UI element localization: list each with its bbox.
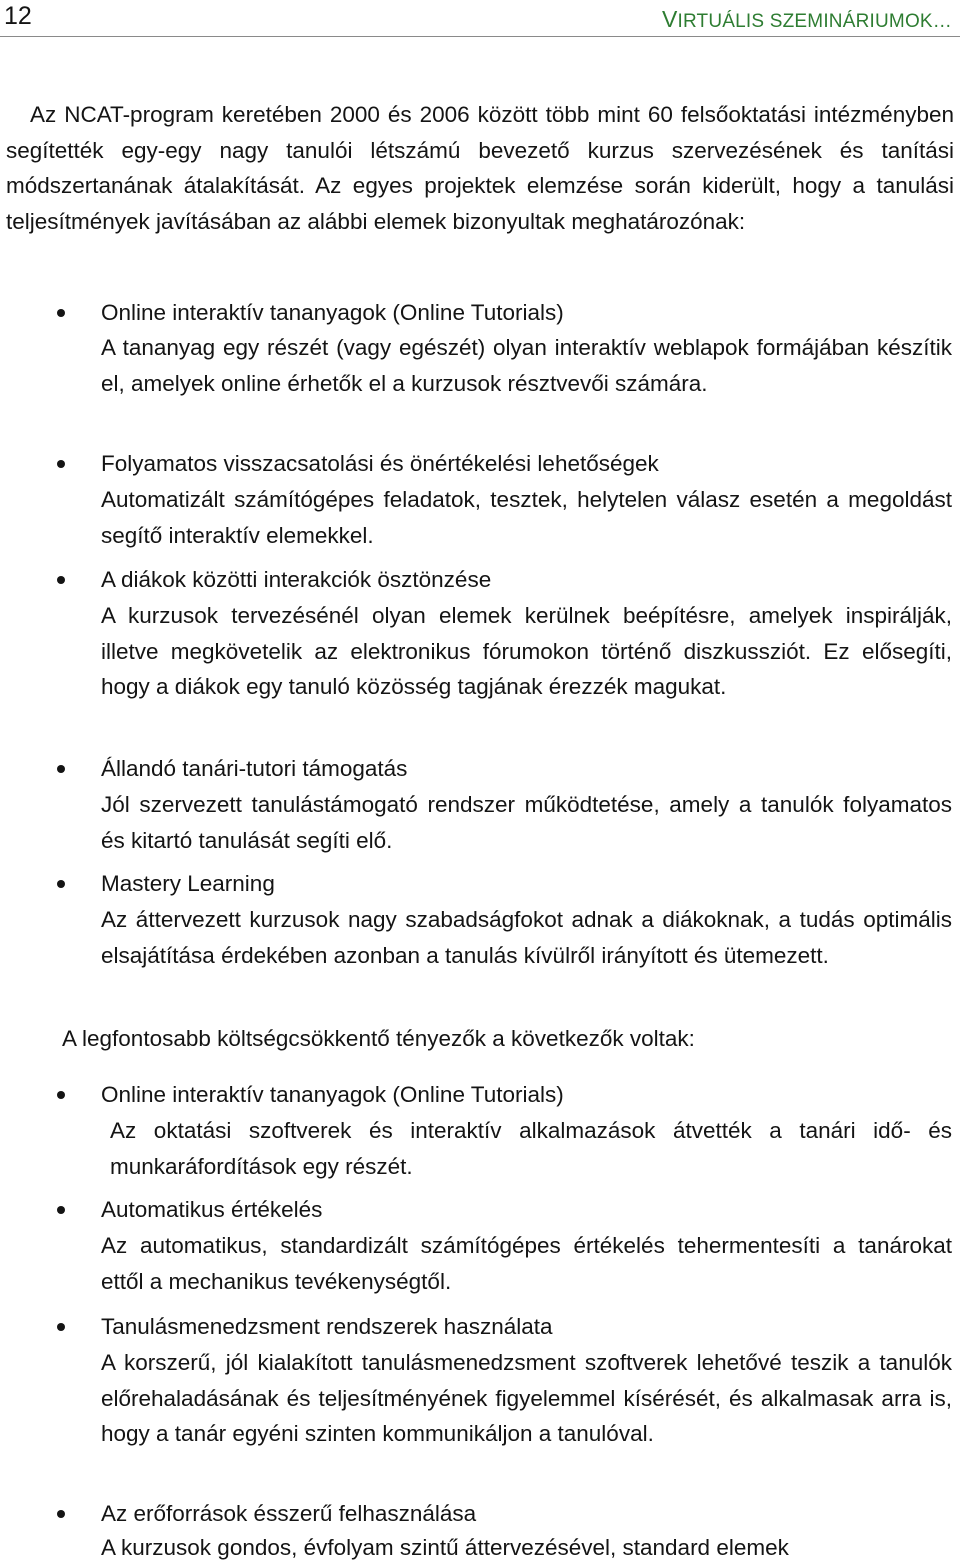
running-title-rest: IRTUÁLIS SZEMINÁRIUMOK… [677,11,952,32]
bullet-icon [57,880,65,888]
running-title-initial: V [661,6,678,32]
section-intro: A legfontosabb költségcsökkentő tényezők a következők voltak: [62,1026,695,1051]
list-item-title: Az erőforrások ésszerű felhasználása [101,1501,477,1526]
intro-paragraph: Az NCAT-program keretében 2000 és 2006 között több mint 60 felsőoktatási intézményben segítették egy-egy nagy tanulói létszámú bevezető kurzus szervezésének és tanítási módszertanának átalakítását. Az egyes projektek elemzése során kiderült, hogy a tanulási teljesítmények javításában az alábbi elemek bizonyultak meghatározónak: [6,102,954,234]
bullet-icon [57,309,65,317]
list-item-body: Automatizált számítógépes feladatok, tesztek, helytelen válasz esetén a megoldást segítő interaktív elemekkel. [101,487,952,548]
list-item-body: Az automatikus, standardizált számítógépes értékelés tehermentesíti a tanárokat ettől a mechanikus tevékenységtől. [101,1233,952,1294]
list-item-title: A diákok közötti interakciók ösztönzése [101,567,492,592]
header-divider [0,36,960,37]
bullet-icon [57,576,65,584]
bullet-icon [57,765,65,773]
page-number: 12 [4,2,32,30]
bullet-icon [57,460,65,468]
page-header [0,0,960,36]
list-item-title: Automatikus értékelés [101,1197,323,1222]
list-item-body: A kurzusok tervezésénél olyan elemek kerülnek beépítésre, amelyek inspirálják, illetve megkövetelik az elektronikus fórumokon történő diszkussziót. Ez elősegíti, hogy a diákok egy tanuló közösség tagjának érezzék magukat. [101,603,952,699]
list-item-body: Az áttervezett kurzusok nagy szabadságfokot adnak a diákoknak, a tudás optimális elsajátítása érdekében azonban a tanulás kívülről irányított és ütemezett. [101,907,952,968]
list-item-title: Online interaktív tananyagok (Online Tutorials) [101,300,564,325]
list-item-body: A tananyag egy részét (vagy egészét) olyan interaktív weblapok formájában készítik el, amelyek online érhetők el a kurzusok résztvevői számára. [101,335,952,396]
list-item-body: Jól szervezett tanulástámogató rendszer működtetése, amely a tanulók folyamatos és kitartó tanulását segíti elő. [101,792,952,853]
list-item-body: Az oktatási szoftverek és interaktív alkalmazások átvették a tanári idő- és munkaráfordítások egy részét. [110,1118,952,1179]
list-item-title: Folyamatos visszacsatolási és önértékelési lehetőségek [101,451,659,476]
list-item-title: Állandó tanári-tutori támogatás [101,756,408,781]
list-item-body: A korszerű, jól kialakított tanulásmenedzsment szoftverek lehetővé teszik a tanulók előrehaladásának és teljesítményének figyelemmel kísérését, és alkalmasak arra is, hogy a tanár egyéni szinten kommunikáljon a tanulóval. [101,1350,952,1446]
list-item-title: Tanulásmenedzsment rendszerek használata [101,1314,553,1339]
bullet-icon [57,1510,65,1518]
bullet-icon [57,1323,65,1331]
list-item-body: A kurzusok gondos, évfolyam szintű áttervezésével, standard elemek [101,1535,789,1560]
running-title [662,6,952,33]
bullet-icon [57,1091,65,1099]
list-item-title: Online interaktív tananyagok (Online Tutorials) [101,1082,564,1107]
bullet-icon [57,1206,65,1214]
list-item-title: Mastery Learning [101,871,275,896]
